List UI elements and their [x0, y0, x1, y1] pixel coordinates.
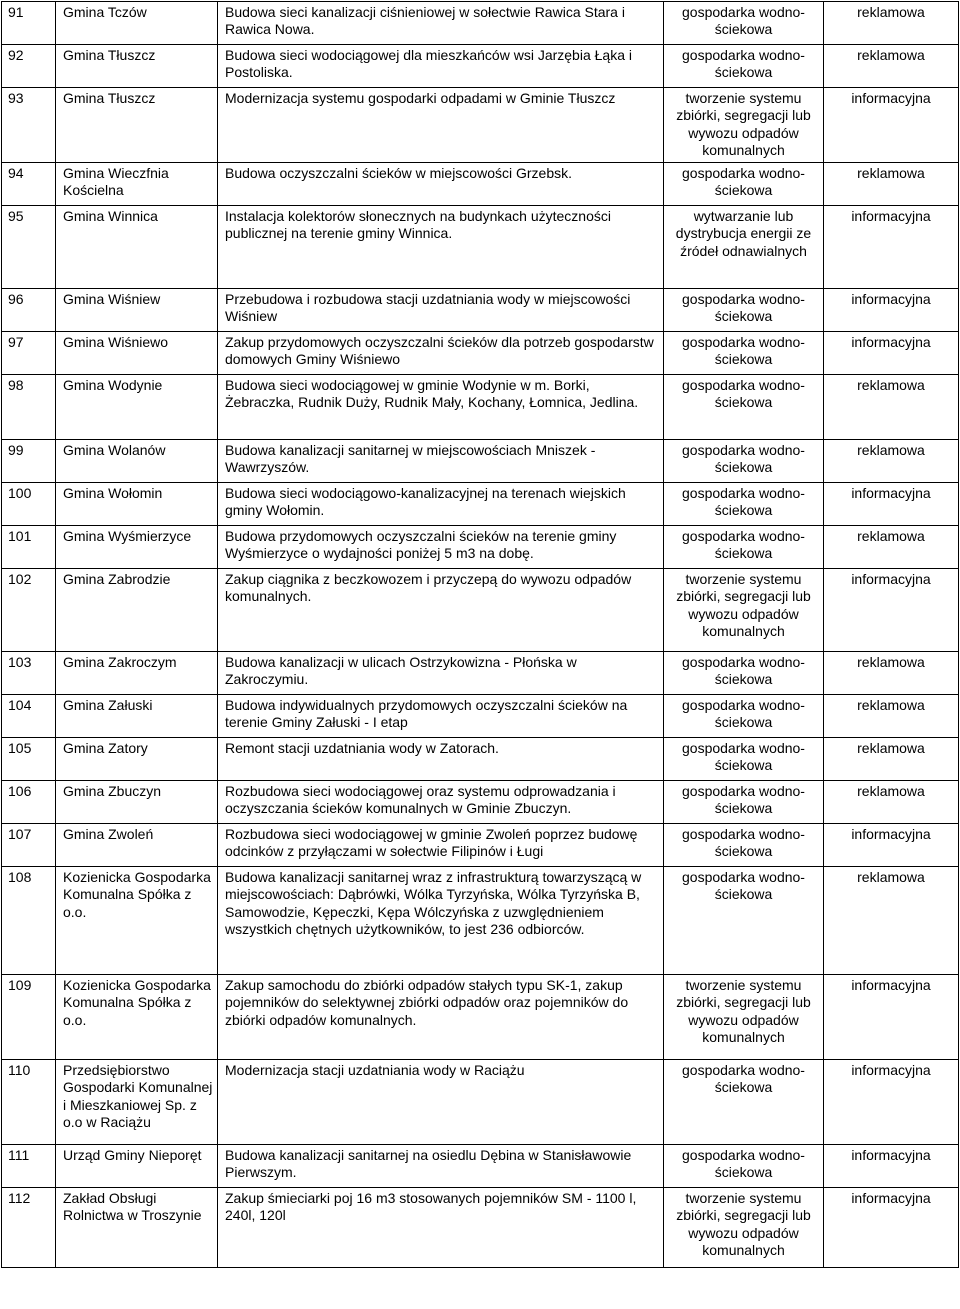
- projects-table-body: [2, 2, 959, 1268]
- table-row: [2, 45, 959, 88]
- project-description: Remont stacji uzdatniania wody w Zatorach.: [218, 738, 664, 781]
- project-category: tworzenie systemu zbiórki, segregacji lub wywozu odpadów komunalnych: [664, 1188, 824, 1268]
- row-number: 91: [2, 2, 56, 45]
- table-row: [2, 163, 959, 206]
- beneficiary-name: Przedsiębiorstwo Gospodarki Komunalnej i Mieszkaniowej Sp. z o.o w Raciążu: [56, 1060, 218, 1145]
- beneficiary-name: Gmina Zwoleń: [56, 824, 218, 867]
- row-number: 106: [2, 781, 56, 824]
- beneficiary-name: Gmina Wiśniewo: [56, 332, 218, 375]
- beneficiary-name: Gmina Zatory: [56, 738, 218, 781]
- row-number: 99: [2, 440, 56, 483]
- table-row: [2, 1188, 959, 1268]
- row-number: 96: [2, 289, 56, 332]
- project-category: gospodarka wodno-ściekowa: [664, 1060, 824, 1145]
- beneficiary-name: Gmina Tłuszcz: [56, 45, 218, 88]
- row-number: 97: [2, 332, 56, 375]
- table-row: [2, 206, 959, 289]
- project-category: gospodarka wodno-ściekowa: [664, 375, 824, 440]
- information-type: informacyjna: [824, 483, 959, 526]
- project-description: Budowa sieci wodociągowej w gminie Wodynie w m. Borki, Żebraczka, Rudnik Duży, Rudnik Mały, Kochany, Łomnica, Jedlina.: [218, 375, 664, 440]
- table-row: [2, 440, 959, 483]
- project-description: Budowa sieci wodociągowej dla mieszkańców wsi Jarzębia Łąka i Postoliska.: [218, 45, 664, 88]
- project-category: gospodarka wodno-ściekowa: [664, 440, 824, 483]
- table-row: [2, 824, 959, 867]
- information-type: informacyjna: [824, 1060, 959, 1145]
- row-number: 102: [2, 569, 56, 652]
- beneficiary-name: Gmina Wodynie: [56, 375, 218, 440]
- information-type: informacyjna: [824, 569, 959, 652]
- project-category: gospodarka wodno-ściekowa: [664, 2, 824, 45]
- project-category: gospodarka wodno-ściekowa: [664, 1145, 824, 1188]
- project-category: gospodarka wodno-ściekowa: [664, 526, 824, 569]
- information-type: informacyjna: [824, 88, 959, 163]
- beneficiary-name: Kozienicka Gospodarka Komunalna Spółka z o.o.: [56, 867, 218, 975]
- information-type: informacyjna: [824, 1188, 959, 1268]
- information-type: reklamowa: [824, 2, 959, 45]
- beneficiary-name: Gmina Zabrodzie: [56, 569, 218, 652]
- beneficiary-name: Gmina Tczów: [56, 2, 218, 45]
- beneficiary-name: Zakład Obsługi Rolnictwa w Troszynie: [56, 1188, 218, 1268]
- row-number: 103: [2, 652, 56, 695]
- project-description: Zakup przydomowych oczyszczalni ścieków dla potrzeb gospodarstw domowych Gminy Wiśniewo: [218, 332, 664, 375]
- table-row: [2, 975, 959, 1060]
- project-category: gospodarka wodno-ściekowa: [664, 289, 824, 332]
- information-type: reklamowa: [824, 695, 959, 738]
- project-description: Budowa kanalizacji w ulicach Ostrzykowizna - Płońska w Zakroczymiu.: [218, 652, 664, 695]
- project-description: Budowa kanalizacji sanitarnej wraz z infrastrukturą towarzyszącą w miejscowościach: Dąbrówki, Wólka Tyrzyńska, Wólka Tyrzyńska B, Samowodzie, Kępeczki, Kępa Wólczyńska z uzwględnieniem wszystkich chętnych użytkowników, to jest 236 odbiorców.: [218, 867, 664, 975]
- project-category: gospodarka wodno-ściekowa: [664, 867, 824, 975]
- information-type: reklamowa: [824, 781, 959, 824]
- beneficiary-name: Urząd Gminy Nieporęt: [56, 1145, 218, 1188]
- project-category: gospodarka wodno-ściekowa: [664, 824, 824, 867]
- project-description: Budowa kanalizacji sanitarnej w miejscowościach Mniszek - Wawrzyszów.: [218, 440, 664, 483]
- project-description: Budowa przydomowych oczyszczalni ścieków na terenie gminy Wyśmierzyce o wydajności poniżej 5 m3 na dobę.: [218, 526, 664, 569]
- table-row: [2, 2, 959, 45]
- beneficiary-name: Gmina Załuski: [56, 695, 218, 738]
- project-description: Modernizacja stacji uzdatniania wody w Raciążu: [218, 1060, 664, 1145]
- table-row: [2, 1060, 959, 1145]
- information-type: reklamowa: [824, 440, 959, 483]
- project-category: gospodarka wodno-ściekowa: [664, 45, 824, 88]
- project-category: wytwarzanie lub dystrybucja energii ze źródeł odnawialnych: [664, 206, 824, 289]
- table-row: [2, 88, 959, 163]
- project-description: Budowa oczyszczalni ścieków w miejscowości Grzebsk.: [218, 163, 664, 206]
- table-row: [2, 781, 959, 824]
- information-type: reklamowa: [824, 163, 959, 206]
- row-number: 110: [2, 1060, 56, 1145]
- project-category: gospodarka wodno-ściekowa: [664, 163, 824, 206]
- table-row: [2, 569, 959, 652]
- beneficiary-name: Kozienicka Gospodarka Komunalna Spółka z o.o.: [56, 975, 218, 1060]
- project-description: Budowa indywidualnych przydomowych oczyszczalni ścieków na terenie Gminy Załuski - I etap: [218, 695, 664, 738]
- information-type: informacyjna: [824, 206, 959, 289]
- project-description: Budowa sieci kanalizacji ciśnieniowej w sołectwie Rawica Stara i Rawica Nowa.: [218, 2, 664, 45]
- beneficiary-name: Gmina Wołomin: [56, 483, 218, 526]
- information-type: informacyjna: [824, 289, 959, 332]
- information-type: reklamowa: [824, 738, 959, 781]
- beneficiary-name: Gmina Wieczfnia Kościelna: [56, 163, 218, 206]
- project-category: gospodarka wodno-ściekowa: [664, 483, 824, 526]
- information-type: informacyjna: [824, 975, 959, 1060]
- row-number: 94: [2, 163, 56, 206]
- row-number: 107: [2, 824, 56, 867]
- table-row: [2, 526, 959, 569]
- projects-table: [1, 1, 959, 1268]
- project-description: Zakup ciągnika z beczkowozem i przyczepą do wywozu odpadów komunalnych.: [218, 569, 664, 652]
- project-category: gospodarka wodno-ściekowa: [664, 652, 824, 695]
- information-type: informacyjna: [824, 1145, 959, 1188]
- row-number: 98: [2, 375, 56, 440]
- row-number: 95: [2, 206, 56, 289]
- table-row: [2, 695, 959, 738]
- row-number: 109: [2, 975, 56, 1060]
- information-type: informacyjna: [824, 824, 959, 867]
- project-category: gospodarka wodno-ściekowa: [664, 332, 824, 375]
- project-category: tworzenie systemu zbiórki, segregacji lub wywozu odpadów komunalnych: [664, 975, 824, 1060]
- project-description: Zakup śmieciarki poj 16 m3 stosowanych pojemników SM - 1100 l, 240l, 120l: [218, 1188, 664, 1268]
- project-category: tworzenie systemu zbiórki, segregacji lub wywozu odpadów komunalnych: [664, 569, 824, 652]
- row-number: 93: [2, 88, 56, 163]
- beneficiary-name: Gmina Wyśmierzyce: [56, 526, 218, 569]
- project-description: Budowa kanalizacji sanitarnej na osiedlu Dębina w Stanisławowie Pierwszym.: [218, 1145, 664, 1188]
- project-description: Przebudowa i rozbudowa stacji uzdatniania wody w miejscowości Wiśniew: [218, 289, 664, 332]
- beneficiary-name: Gmina Wolanów: [56, 440, 218, 483]
- information-type: reklamowa: [824, 867, 959, 975]
- project-category: gospodarka wodno-ściekowa: [664, 781, 824, 824]
- beneficiary-name: Gmina Zbuczyn: [56, 781, 218, 824]
- table-row: [2, 652, 959, 695]
- information-type: reklamowa: [824, 45, 959, 88]
- beneficiary-name: Gmina Wiśniew: [56, 289, 218, 332]
- information-type: reklamowa: [824, 652, 959, 695]
- row-number: 100: [2, 483, 56, 526]
- project-description: Instalacja kolektorów słonecznych na budynkach użyteczności publicznej na terenie gminy Winnica.: [218, 206, 664, 289]
- information-type: reklamowa: [824, 375, 959, 440]
- project-category: tworzenie systemu zbiórki, segregacji lub wywozu odpadów komunalnych: [664, 88, 824, 163]
- beneficiary-name: Gmina Winnica: [56, 206, 218, 289]
- row-number: 111: [2, 1145, 56, 1188]
- table-row: [2, 332, 959, 375]
- table-row: [2, 289, 959, 332]
- project-category: gospodarka wodno-ściekowa: [664, 738, 824, 781]
- row-number: 105: [2, 738, 56, 781]
- project-description: Rozbudowa sieci wodociągowej oraz systemu odprowadzania i oczyszczania ścieków komunalnych w Gminie Zbuczyn.: [218, 781, 664, 824]
- project-category: gospodarka wodno-ściekowa: [664, 695, 824, 738]
- information-type: reklamowa: [824, 526, 959, 569]
- table-row: [2, 1145, 959, 1188]
- beneficiary-name: Gmina Zakroczym: [56, 652, 218, 695]
- table-row: [2, 738, 959, 781]
- row-number: 101: [2, 526, 56, 569]
- information-type: informacyjna: [824, 332, 959, 375]
- row-number: 104: [2, 695, 56, 738]
- project-description: Rozbudowa sieci wodociągowej w gminie Zwoleń poprzez budowę odcinków z przyłączami w sołectwie Filipinów i Ługi: [218, 824, 664, 867]
- row-number: 108: [2, 867, 56, 975]
- table-row: [2, 375, 959, 440]
- project-description: Modernizacja systemu gospodarki odpadami w Gminie Tłuszcz: [218, 88, 664, 163]
- row-number: 92: [2, 45, 56, 88]
- table-row: [2, 483, 959, 526]
- beneficiary-name: Gmina Tłuszcz: [56, 88, 218, 163]
- project-description: Budowa sieci wodociągowo-kanalizacyjnej na terenach wiejskich gminy Wołomin.: [218, 483, 664, 526]
- project-description: Zakup samochodu do zbiórki odpadów stałych typu SK-1, zakup pojemników do selektywnej zbiórki odpadów oraz pojemników do zbiórki odpadów komunalnych.: [218, 975, 664, 1060]
- table-row: [2, 867, 959, 975]
- row-number: 112: [2, 1188, 56, 1268]
